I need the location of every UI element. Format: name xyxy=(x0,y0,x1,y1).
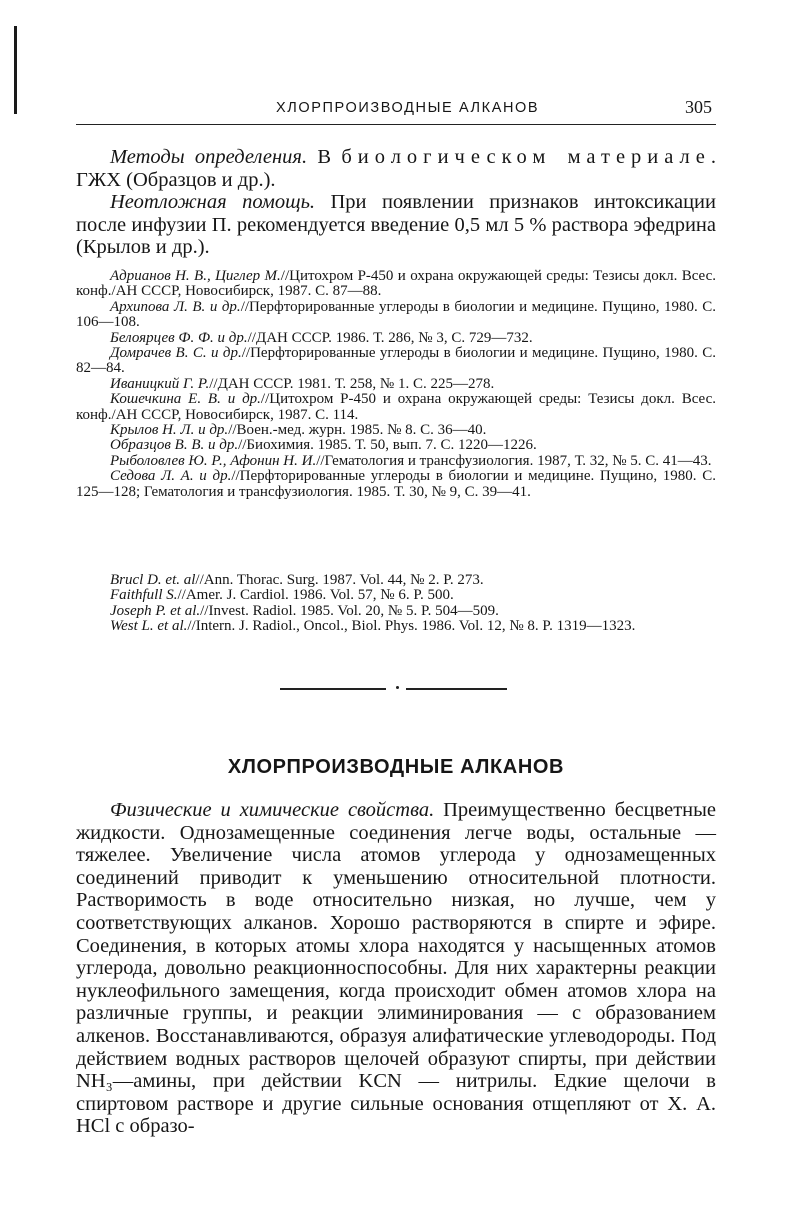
divider-left xyxy=(280,688,386,690)
properties-paragraph: Физические и химические свойства. Преимущественно бесцветные жидкости. Однозамещенные соединения легче воды, остальные — тяжелее. Увеличение числа атомов углерода у однозамещенных соединений приводит к уменьшению относительной плотности. Растворимость в воде относительно низкая, но лучше, чем у соответствующих алканов. Хорошо растворяются в спирте и эфире. Соединения, в которых атомы хлора находятся у насыщенных атомов углерода, довольно реакционноспособны. Для них характерны реакции нуклеофильного замещения, когда происходит обмен атомов хлора на различные группы, и реакции элиминирования — с образованием алкенов. Восстанавливаются, образуя алифатические углеводороды. Под действием водных растворов щелочей образуют спирты, при действии NH₃—амины, при действии KCN — нитрилы. Едкие щелочи в спиртовом растворе и другие сильные основания отщепляют от Х. А. HCl с образо- xyxy=(76,799,716,1138)
detection-methods-section xyxy=(76,146,716,259)
reference-item: Крылов Н. Л. и др.//Воен.-мед. журн. 1985. № 8. С. 36—40. xyxy=(110,422,487,439)
reference-item: Faithfull S.//Amer. J. Cardiol. 1986. Vol. 57, № 6. P. 500. xyxy=(110,587,454,604)
russian-references xyxy=(76,269,716,500)
detection-methods-label: Методы определения. xyxy=(110,146,308,168)
reference-item: Joseph P. et al.//Invest. Radiol. 1985. Vol. 20, № 5. P. 504—509. xyxy=(110,602,499,619)
page-number: 305 xyxy=(685,97,712,117)
emergency-aid-paragraph: Неотложная помощь. При появлении признаков интоксикации после инфузии П. рекомендуется введение 0,5 мл 5 % раствора эфедрина (Крылов и др.). xyxy=(76,191,717,259)
properties-label: Физические и химические свойства. xyxy=(110,799,435,821)
reference-item: Белоярцев Ф. Ф. и др.//ДАН СССР. 1986. Т. 286, № 3, С. 729—732. xyxy=(110,329,533,346)
divider-dot xyxy=(396,686,399,689)
reference-item: Адрианов Н. В., Циглер М.//Цитохром Р-450 и охрана окружающей среды: Тезисы докл. Всес. конф./АН СССР, Новосибирск, 1987. С. 87—88. xyxy=(76,268,716,300)
reference-item: Седова Л. А. и др.//Перфторированные углероды в биологии и медицине. Пущино, 1980. С. 125—128; Гематология и трансфузиология. 1985. Т. 30, № 9, С. 39—41. xyxy=(76,468,716,500)
page-header xyxy=(76,96,716,125)
foreign-references xyxy=(76,573,716,635)
spaced-emphasis: биологическом материале xyxy=(341,146,711,168)
running-title: ХЛОРПРОИЗВОДНЫЕ АЛКАНОВ xyxy=(276,100,540,116)
divider-right xyxy=(406,688,507,690)
properties-section xyxy=(76,799,716,1138)
reference-item: Домрачев В. С. и др.//Перфторированные углероды в биологии и медицине. Пущино, 1980. С. 82—84. xyxy=(76,345,716,377)
reference-item: Рыболовлев Ю. Р., Афонин Н. И.//Гематология и трансфузиология. 1987, Т. 32, № 5. С. 41—43. xyxy=(110,452,712,469)
scan-edge-mark xyxy=(14,26,17,114)
reference-item: Кошечкина Е. В. и др.//Цитохром Р-450 и охрана окружающей среды: Тезисы докл. Всес. конф./АН СССР, Новосибирск, 1987. С. 114. xyxy=(76,391,716,423)
reference-item: Архипова Л. В. и др.//Перфторированные углероды в биологии и медицине. Пущино, 1980. С. 106—108. xyxy=(76,298,716,331)
emergency-aid-label: Неотложная помощь. xyxy=(110,191,316,214)
reference-item: Иваницкий Г. Р.//ДАН СССР. 1981. Т. 258, № 1. С. 225—278. xyxy=(110,375,495,392)
reference-item: Brucl D. et. al//Ann. Thorac. Surg. 1987. Vol. 44, № 2. P. 273. xyxy=(110,572,484,588)
section-title: ХЛОРПРОИЗВОДНЫЕ АЛКАНОВ xyxy=(227,756,565,778)
detection-methods-paragraph: Методы определения. В биологическом материале. ГЖХ (Образцов и др.). xyxy=(76,146,716,191)
reference-item: West L. et al.//Intern. J. Radiol., Oncol., Biol. Phys. 1986. Vol. 12, № 8. P. 1319—1323. xyxy=(110,618,636,635)
reference-item: Образцов В. В. и др.//Биохимия. 1985. Т. 50, вып. 7. С. 1220—1226. xyxy=(110,437,537,454)
